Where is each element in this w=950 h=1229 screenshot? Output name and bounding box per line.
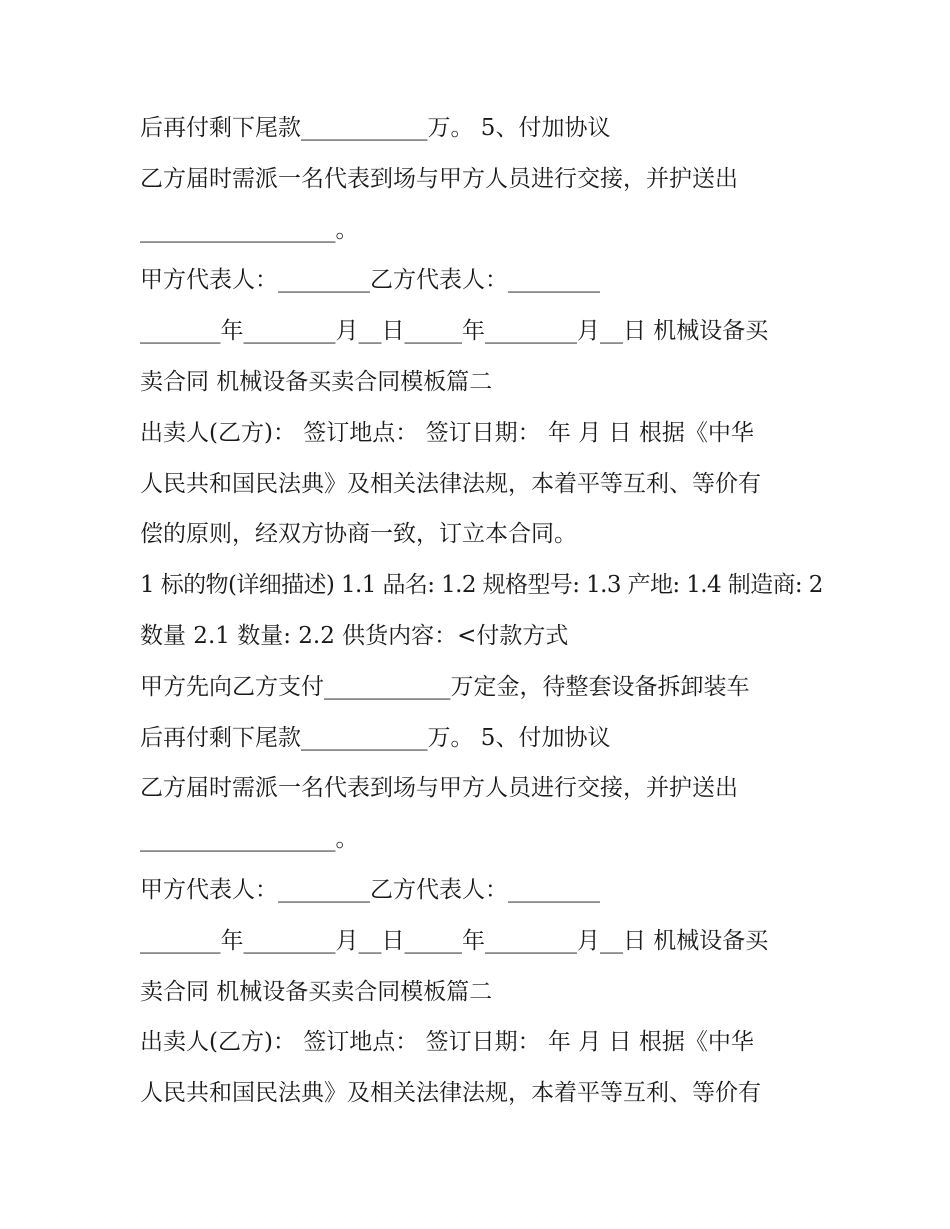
text-line: _________________。 [140,826,359,853]
text-line: 卖合同 机械设备买卖合同模板篇二 [140,368,493,395]
text-line: 1 标的物(详细描述) 1.1 品名: 1.2 规格型号: 1.3 产地: 1.4 制造商: 2 [140,572,823,599]
text-line: 后再付剩下尾款___________万。 5、付加协议 [140,115,611,141]
text-line: 后再付剩下尾款___________万。 5、付加协议 [140,724,611,751]
text-line: 偿的原则，经双方协商一致，订立本合同。 [140,521,577,548]
text-line: _______年________月__日_____年________月__日 机械设备买 [140,318,769,345]
text-line: _______年________月__日_____年________月__日 机械设备买 [140,927,769,954]
text-line: 甲方代表人：________乙方代表人：________ [140,267,600,294]
document-body [140,103,830,1119]
text-line: 甲方先向乙方支付___________万定金，待整套设备拆卸装车 [140,673,750,700]
text-line: 乙方届时需派一名代表到场与甲方人员进行交接，并护送出 [140,165,738,192]
text-line: 乙方届时需派一名代表到场与甲方人员进行交接，并护送出 [140,775,738,802]
text-line: 卖合同 机械设备买卖合同模板篇二 [140,978,493,1005]
text-line: _________________。 [140,216,359,243]
text-line: 甲方代表人：________乙方代表人：________ [140,876,600,903]
text-line: 人民共和国民法典》及相关法律法规，本着平等互利、等价有 [140,470,761,497]
text-line: 出卖人(乙方)： 签订地点： 签订日期： 年 月 日 根据《中华 [140,1029,754,1056]
text-line: 人民共和国民法典》及相关法律法规，本着平等互利、等价有 [140,1080,761,1107]
text-line: 出卖人(乙方)： 签订地点： 签订日期： 年 月 日 根据《中华 [140,419,754,446]
text-line: 数量 2.1 数量: 2.2 供货内容：<付款方式 [140,622,569,649]
